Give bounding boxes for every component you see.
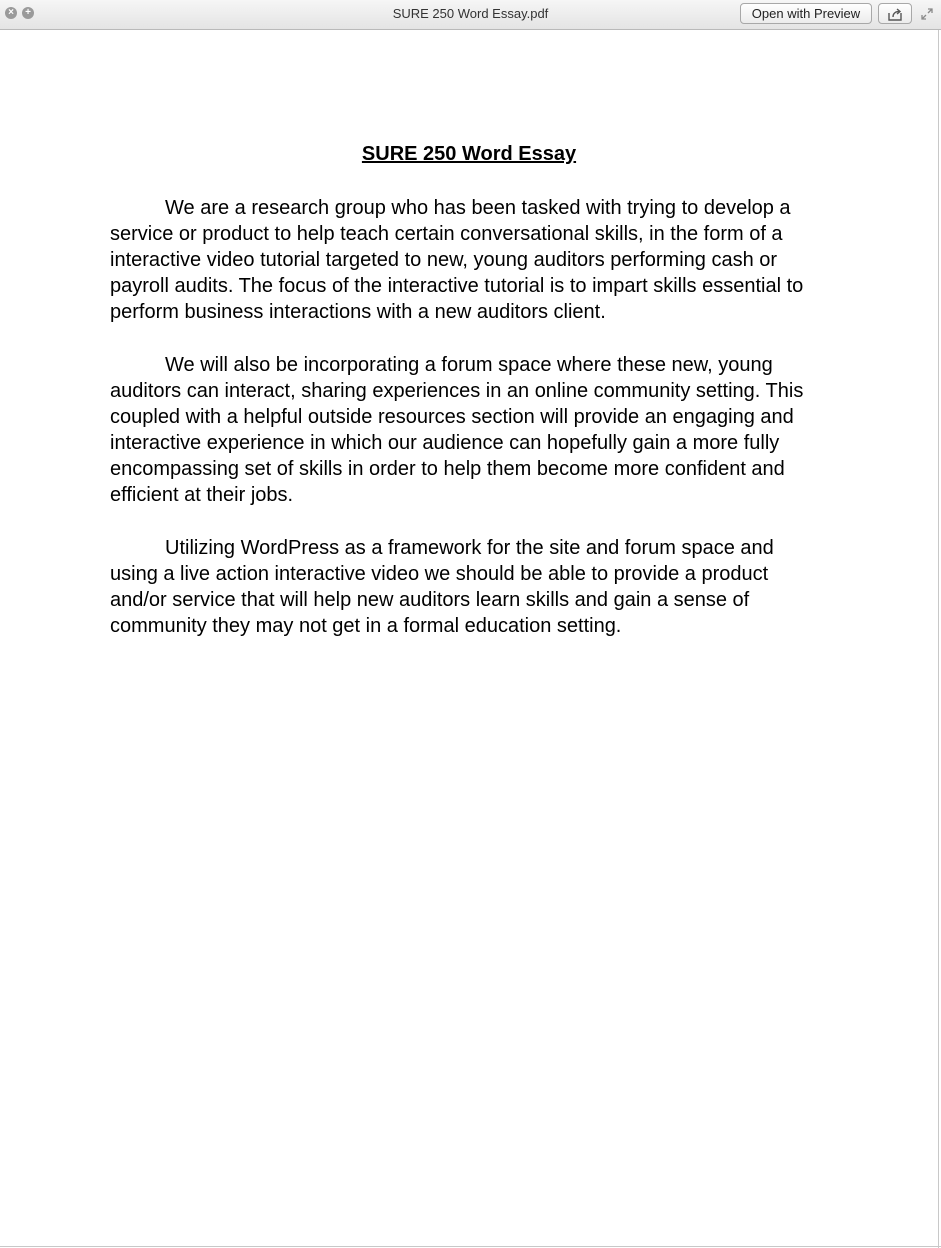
paragraph-1: We are a research group who has been tasked with trying to develop a service or product to help teach certain conversational skills, in the form of a interactive video tutorial targeted to new, young auditors performing cash or payroll audits. The focus of the interactive tutorial is to impart skills essential to perform business interactions with a new auditors client. <box>110 197 804 324</box>
fullscreen-icon[interactable] <box>920 7 934 21</box>
open-with-preview-button[interactable]: Open with Preview <box>740 3 872 24</box>
window-title: SURE 250 Word Essay.pdf <box>392 6 549 21</box>
title-bar <box>0 0 941 30</box>
close-icon[interactable]: × <box>5 7 17 19</box>
pdf-page <box>0 31 938 1246</box>
window-bottom-border <box>0 1246 941 1247</box>
document-title: SURE 250 Word Essay <box>361 143 577 165</box>
share-icon <box>886 7 904 22</box>
paragraph-3: Utilizing WordPress as a framework for the site and forum space and using a live action interactive video we should be able to provide a product and/or service that will help new auditors learn skills and gain a sense of community they may not get in a formal education setting. <box>110 537 774 638</box>
paragraph-2: We will also be incorporating a forum space where these new, young auditors can interact, sharing experiences in an online community setting. This coupled with a helpful outside resources section will provide an engaging and interactive experience in which our audience can hopefully gain a more fully encompassing set of skills in order to help them become more confident and efficient at their jobs. <box>110 354 804 507</box>
share-button[interactable] <box>878 3 912 24</box>
window-right-border <box>938 30 939 1248</box>
zoom-icon[interactable]: + <box>22 7 34 19</box>
